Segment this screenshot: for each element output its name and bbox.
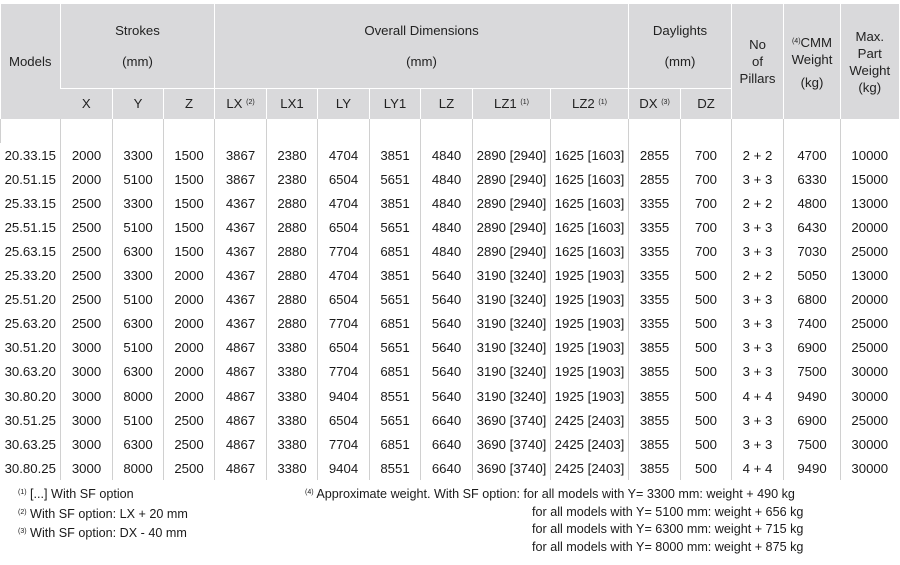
cell-max-part-weight: 20000 — [841, 215, 899, 239]
footnote-4-line-4: for all models with Y= 8000 mm: weight + 875 kg — [532, 539, 804, 554]
cell-z: 1500 — [164, 143, 215, 167]
cell-lz1: 3190 [3240] — [473, 288, 551, 312]
cell-lx1: 3380 — [267, 384, 318, 408]
cell-z: 2000 — [164, 288, 215, 312]
cell-pillars: 4 + 4 — [732, 384, 784, 408]
cell-cmm-weight: 6800 — [784, 288, 841, 312]
cell-pillars: 2 + 2 — [732, 264, 784, 288]
cell-y: 5100 — [113, 167, 164, 191]
table-row — [1, 191, 899, 215]
cell-dz: 500 — [681, 336, 732, 360]
cell-dx: 2855 — [629, 143, 681, 167]
header-pillars: No of Pillars — [732, 4, 784, 119]
cell-z: 1500 — [164, 191, 215, 215]
cell-cmm-weight: 7400 — [784, 312, 841, 336]
footnote-3: $^{(3)}$ With SF option: DX - 40 mm — [18, 526, 187, 540]
cell-ly: 7704 — [318, 312, 370, 336]
cell-lz1: 2890 [2940] — [473, 215, 551, 239]
cell-lz1: 3690 [3740] — [473, 456, 551, 480]
footnote-2: $^{(2)}$ With SF option: LX + 20 mm — [18, 506, 188, 521]
cell-model: 20.33.15 — [4, 147, 56, 163]
header-lx: LX $^{(2)}$ — [215, 88, 267, 119]
cell-lx: 4367 — [215, 215, 267, 239]
cell-ly1: 3851 — [370, 264, 421, 288]
cell-x: 2500 — [61, 239, 113, 263]
header-strokes: Strokes (mm) — [61, 4, 215, 88]
cell-cmm-weight: 7500 — [784, 432, 841, 456]
header-dx: DX $^{(3)}$ — [629, 88, 681, 119]
table-row — [1, 167, 899, 191]
cell-pillars: 2 + 2 — [732, 143, 784, 167]
cell-x: 3000 — [61, 360, 113, 384]
cell-max-part-weight: 25000 — [841, 408, 899, 432]
cell-dz: 700 — [681, 239, 732, 263]
cell-dz: 500 — [681, 432, 732, 456]
cell-lx1: 3380 — [267, 336, 318, 360]
cell-lx: 4367 — [215, 288, 267, 312]
cell-dx: 3355 — [629, 191, 681, 215]
cell-lz2: 1625 [1603] — [551, 239, 629, 263]
cell-ly: 6504 — [318, 408, 370, 432]
cell-lx: 4867 — [215, 336, 267, 360]
cell-dz: 500 — [681, 456, 732, 480]
cell-lx: 4367 — [215, 264, 267, 288]
header-z: Z — [164, 88, 215, 119]
cell-y: 6300 — [113, 432, 164, 456]
cell-z: 2000 — [164, 312, 215, 336]
cell-pillars: 3 + 3 — [732, 288, 784, 312]
header-cmm-weight: $^{(4)}$CMM Weight (kg) — [784, 4, 841, 119]
cell-lx1: 3380 — [267, 408, 318, 432]
cell-model: 30.80.25 — [4, 460, 56, 476]
cell-z: 2500 — [164, 456, 215, 480]
cell-cmm-weight: 5050 — [784, 264, 841, 288]
cell-pillars: 3 + 3 — [732, 432, 784, 456]
cell-dz: 500 — [681, 384, 732, 408]
cell-dx: 3355 — [629, 264, 681, 288]
table-body — [1, 119, 899, 480]
cell-lz2: 1625 [1603] — [551, 167, 629, 191]
table-row — [1, 360, 899, 384]
footnote-4-line-2: for all models with Y= 5100 mm: weight + 656 kg — [532, 504, 804, 519]
cell-max-part-weight: 30000 — [841, 456, 899, 480]
cell-lz: 4840 — [421, 191, 473, 215]
cell-model: 25.33.15 — [4, 195, 56, 211]
cell-dz: 500 — [681, 360, 732, 384]
cell-lz: 5640 — [421, 336, 473, 360]
cell-lx1: 2880 — [267, 191, 318, 215]
cell-dx: 3355 — [629, 288, 681, 312]
cell-lx: 4367 — [215, 239, 267, 263]
cell-pillars: 3 + 3 — [732, 167, 784, 191]
cell-dz: 500 — [681, 312, 732, 336]
header-daylights: Daylights (mm) — [629, 4, 732, 88]
cell-ly: 6504 — [318, 215, 370, 239]
cell-lz2: 1925 [1903] — [551, 288, 629, 312]
cell-dx: 3855 — [629, 408, 681, 432]
cell-ly1: 8551 — [370, 384, 421, 408]
footnote-4: $^{(4)}$ Approximate weight. With SF option: for all models with Y= 3300 mm: weight + 490 kg — [305, 487, 795, 501]
cell-model: 30.63.20 — [4, 364, 56, 380]
cell-ly1: 6851 — [370, 312, 421, 336]
cell-lz: 6640 — [421, 432, 473, 456]
cell-ly: 7704 — [318, 360, 370, 384]
table-row — [1, 384, 899, 408]
header-lz: LZ — [421, 88, 473, 119]
cell-lx1: 3380 — [267, 360, 318, 384]
cell-model: 30.51.20 — [4, 340, 56, 356]
cell-y: 5100 — [113, 336, 164, 360]
cell-pillars: 3 + 3 — [732, 239, 784, 263]
cell-lx1: 2880 — [267, 239, 318, 263]
cell-y: 5100 — [113, 408, 164, 432]
cell-dx: 3355 — [629, 215, 681, 239]
cell-pillars: 3 + 3 — [732, 215, 784, 239]
cell-cmm-weight: 6430 — [784, 215, 841, 239]
table-row — [1, 143, 899, 167]
cell-lz: 5640 — [421, 288, 473, 312]
footnote-4-line-3: for all models with Y= 6300 mm: weight + 715 kg — [532, 522, 804, 536]
cell-lz2: 2425 [2403] — [551, 456, 629, 480]
cell-pillars: 3 + 3 — [732, 312, 784, 336]
header-lz1: LZ1 $^{(1)}$ — [473, 88, 551, 119]
cell-ly1: 5651 — [370, 408, 421, 432]
cell-cmm-weight: 7030 — [784, 239, 841, 263]
cell-y: 5100 — [113, 215, 164, 239]
cell-ly: 4704 — [318, 264, 370, 288]
cell-x: 3000 — [61, 336, 113, 360]
cell-cmm-weight: 6900 — [784, 408, 841, 432]
table-row — [1, 239, 899, 263]
cell-model: 25.51.20 — [4, 292, 56, 308]
cell-x: 3000 — [61, 408, 113, 432]
cell-lz: 6640 — [421, 456, 473, 480]
cell-max-part-weight: 15000 — [841, 167, 899, 191]
cell-dx: 3855 — [629, 360, 681, 384]
cell-model: 30.80.20 — [4, 388, 56, 404]
cell-lz2: 1925 [1903] — [551, 360, 629, 384]
cell-lz1: 2890 [2940] — [473, 239, 551, 263]
cell-ly: 7704 — [318, 239, 370, 263]
cell-z: 2000 — [164, 264, 215, 288]
cell-lz1: 3190 [3240] — [473, 360, 551, 384]
cell-ly: 4704 — [318, 143, 370, 167]
cell-dz: 700 — [681, 191, 732, 215]
footnotes-right — [305, 484, 803, 556]
cell-lz2: 2425 [2403] — [551, 408, 629, 432]
cell-dz: 700 — [681, 167, 732, 191]
cell-model: 20.51.15 — [4, 171, 56, 187]
cell-x: 3000 — [61, 432, 113, 456]
cell-max-part-weight: 13000 — [841, 191, 899, 215]
cell-lx: 4867 — [215, 432, 267, 456]
cell-ly: 9404 — [318, 384, 370, 408]
cell-max-part-weight: 25000 — [841, 312, 899, 336]
cell-ly1: 6851 — [370, 239, 421, 263]
cell-x: 2500 — [61, 312, 113, 336]
cell-lx: 3867 — [215, 167, 267, 191]
cell-lz2: 1625 [1603] — [551, 191, 629, 215]
cell-z: 1500 — [164, 239, 215, 263]
header-dz: DZ — [681, 88, 732, 119]
header-overall-dimensions: Overall Dimensions (mm) — [215, 4, 629, 88]
cell-cmm-weight: 9490 — [784, 456, 841, 480]
cell-ly: 7704 — [318, 432, 370, 456]
cell-ly: 6504 — [318, 336, 370, 360]
cell-lz: 4840 — [421, 167, 473, 191]
table-row — [1, 408, 899, 432]
cell-ly1: 5651 — [370, 336, 421, 360]
cell-x: 3000 — [61, 384, 113, 408]
cell-max-part-weight: 20000 — [841, 288, 899, 312]
cell-z: 2000 — [164, 384, 215, 408]
cell-model: 30.51.25 — [4, 412, 56, 428]
cell-dz: 500 — [681, 408, 732, 432]
cell-dz: 500 — [681, 264, 732, 288]
cell-cmm-weight: 4800 — [784, 191, 841, 215]
cell-x: 2500 — [61, 288, 113, 312]
cell-lz1: 2890 [2940] — [473, 191, 551, 215]
footnote-1: $^{(1)}$ [...] With SF option — [18, 487, 134, 501]
cell-ly: 4704 — [318, 191, 370, 215]
cell-dx: 2855 — [629, 167, 681, 191]
table-row — [1, 432, 899, 456]
cell-dx: 3855 — [629, 432, 681, 456]
cell-max-part-weight: 13000 — [841, 264, 899, 288]
cell-y: 3300 — [113, 191, 164, 215]
cell-lz1: 3190 [3240] — [473, 312, 551, 336]
cell-z: 2500 — [164, 432, 215, 456]
cell-y: 5100 — [113, 288, 164, 312]
cell-lx1: 3380 — [267, 432, 318, 456]
cell-max-part-weight: 30000 — [841, 384, 899, 408]
cell-lx1: 2880 — [267, 312, 318, 336]
cell-y: 3300 — [113, 143, 164, 167]
table-row — [1, 215, 899, 239]
cell-x: 3000 — [61, 456, 113, 480]
cell-lz: 5640 — [421, 384, 473, 408]
cell-y: 6300 — [113, 360, 164, 384]
table-row — [1, 336, 899, 360]
header-lz2: LZ2 $^{(1)}$ — [551, 88, 629, 119]
cell-ly1: 5651 — [370, 167, 421, 191]
cell-y: 8000 — [113, 456, 164, 480]
cell-lz: 4840 — [421, 143, 473, 167]
header-models: Models — [1, 4, 61, 119]
cell-lz: 5640 — [421, 360, 473, 384]
cell-cmm-weight: 9490 — [784, 384, 841, 408]
cell-dz: 700 — [681, 143, 732, 167]
cell-model: 25.63.15 — [4, 244, 56, 260]
cell-model: 25.33.20 — [4, 268, 56, 284]
cell-pillars: 3 + 3 — [732, 360, 784, 384]
cell-lx1: 2380 — [267, 143, 318, 167]
cell-lz: 6640 — [421, 408, 473, 432]
cell-lx: 4867 — [215, 384, 267, 408]
header-max-part-weight: Max. Part Weight (kg) — [841, 4, 899, 119]
cell-x: 2500 — [61, 215, 113, 239]
cell-lz: 4840 — [421, 215, 473, 239]
cell-ly: 6504 — [318, 167, 370, 191]
spacer-row — [1, 119, 899, 143]
header-lx1: LX1 — [267, 88, 318, 119]
cell-z: 1500 — [164, 215, 215, 239]
cell-lz2: 1925 [1903] — [551, 264, 629, 288]
cell-x: 2500 — [61, 191, 113, 215]
cell-pillars: 4 + 4 — [732, 456, 784, 480]
cell-lz: 5640 — [421, 264, 473, 288]
cell-lz2: 1625 [1603] — [551, 143, 629, 167]
cell-dz: 700 — [681, 215, 732, 239]
cell-x: 2000 — [61, 143, 113, 167]
cell-lx: 3867 — [215, 143, 267, 167]
cell-ly: 9404 — [318, 456, 370, 480]
cell-lx1: 2380 — [267, 167, 318, 191]
cell-z: 1500 — [164, 167, 215, 191]
cell-lx: 4867 — [215, 408, 267, 432]
cell-cmm-weight: 6330 — [784, 167, 841, 191]
cell-cmm-weight: 6900 — [784, 336, 841, 360]
cell-dz: 500 — [681, 288, 732, 312]
cell-ly: 6504 — [318, 288, 370, 312]
header-ly1: LY1 — [370, 88, 421, 119]
cell-model: 25.63.20 — [4, 316, 56, 332]
cell-dx: 3855 — [629, 384, 681, 408]
cell-lz1: 3690 [3740] — [473, 408, 551, 432]
cell-dx: 3855 — [629, 336, 681, 360]
cell-lz1: 3190 [3240] — [473, 384, 551, 408]
cell-ly1: 5651 — [370, 215, 421, 239]
cell-ly1: 3851 — [370, 143, 421, 167]
cell-dx: 3355 — [629, 312, 681, 336]
table-row — [1, 312, 899, 336]
cell-max-part-weight: 30000 — [841, 360, 899, 384]
cell-y: 3300 — [113, 264, 164, 288]
cell-z: 2500 — [164, 408, 215, 432]
header-ly: LY — [318, 88, 370, 119]
table-row — [1, 456, 899, 480]
cell-model: 25.51.15 — [4, 219, 56, 235]
header-y: Y — [113, 88, 164, 119]
cell-ly1: 6851 — [370, 360, 421, 384]
cell-dx: 3855 — [629, 456, 681, 480]
cell-ly1: 6851 — [370, 432, 421, 456]
cell-lz1: 3190 [3240] — [473, 264, 551, 288]
cell-pillars: 2 + 2 — [732, 191, 784, 215]
cell-lz2: 1925 [1903] — [551, 312, 629, 336]
cell-lx1: 2880 — [267, 215, 318, 239]
cell-z: 2000 — [164, 336, 215, 360]
specifications-table — [0, 4, 899, 480]
cell-max-part-weight: 10000 — [841, 143, 899, 167]
header-x: X — [61, 88, 113, 119]
cell-max-part-weight: 30000 — [841, 432, 899, 456]
cell-lz2: 1925 [1903] — [551, 336, 629, 360]
cell-x: 2500 — [61, 264, 113, 288]
cell-dx: 3355 — [629, 239, 681, 263]
cell-lz1: 3190 [3240] — [473, 336, 551, 360]
cell-pillars: 3 + 3 — [732, 408, 784, 432]
cell-lx: 4867 — [215, 360, 267, 384]
cell-ly1: 3851 — [370, 191, 421, 215]
cell-max-part-weight: 25000 — [841, 239, 899, 263]
table-row — [1, 288, 899, 312]
cell-model: 30.63.25 — [4, 436, 56, 452]
cell-y: 6300 — [113, 239, 164, 263]
cell-lz1: 3690 [3740] — [473, 432, 551, 456]
cell-x: 2000 — [61, 167, 113, 191]
cell-lx: 4867 — [215, 456, 267, 480]
cell-lz: 5640 — [421, 312, 473, 336]
cell-pillars: 3 + 3 — [732, 336, 784, 360]
cell-lz2: 1925 [1903] — [551, 384, 629, 408]
cell-lz2: 2425 [2403] — [551, 432, 629, 456]
cell-max-part-weight: 25000 — [841, 336, 899, 360]
cell-lx1: 3380 — [267, 456, 318, 480]
cell-lx: 4367 — [215, 191, 267, 215]
cell-z: 2000 — [164, 360, 215, 384]
cell-y: 8000 — [113, 384, 164, 408]
cell-cmm-weight: 4700 — [784, 143, 841, 167]
cell-ly1: 8551 — [370, 456, 421, 480]
cell-cmm-weight: 7500 — [784, 360, 841, 384]
cell-lz1: 2890 [2940] — [473, 167, 551, 191]
cell-ly1: 5651 — [370, 288, 421, 312]
cell-lz2: 1625 [1603] — [551, 215, 629, 239]
footnotes-left — [18, 484, 188, 543]
cell-y: 6300 — [113, 312, 164, 336]
cell-lz: 4840 — [421, 239, 473, 263]
cell-lx: 4367 — [215, 312, 267, 336]
cell-lx1: 2880 — [267, 264, 318, 288]
cell-lz1: 2890 [2940] — [473, 143, 551, 167]
cell-lx1: 2880 — [267, 288, 318, 312]
table-row — [1, 264, 899, 288]
